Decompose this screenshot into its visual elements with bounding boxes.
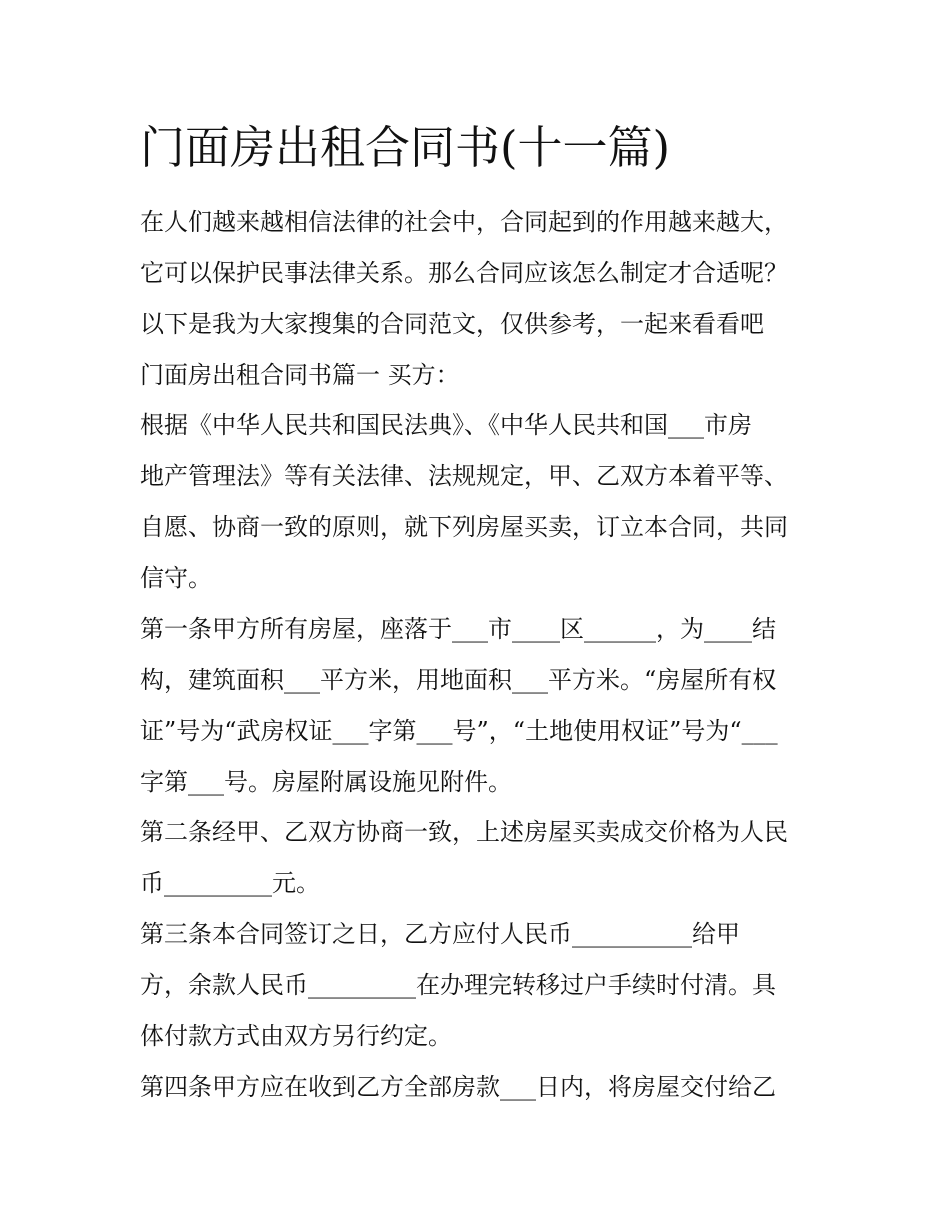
body-line: 在人们越来越相信法律的社会中，合同起到的作用越来越大， bbox=[140, 208, 788, 236]
body-line: 体付款方式由双方另行约定。 bbox=[140, 1022, 452, 1050]
body-line: 币_________元。 bbox=[140, 869, 320, 897]
document-title: 门面房出租合同书(十一篇) bbox=[140, 121, 671, 174]
body-line: 以下是我为大家搜集的合同范文，仅供参考，一起来看看吧 bbox=[140, 310, 764, 338]
body-line: 门面房出租合同书篇一 买方： bbox=[140, 361, 460, 389]
body-line: 自愿、协商一致的原则，就下列房屋买卖，订立本合同，共同 bbox=[140, 513, 788, 541]
body-line: 第二条经甲、乙双方协商一致，上述房屋买卖成交价格为人民 bbox=[140, 818, 788, 846]
body-line: 方，余款人民币_________在办理完转移过户手续时付清。具 bbox=[140, 971, 776, 999]
body-line: 它可以保护民事法律关系。那么合同应该怎么制定才合适呢？ bbox=[140, 259, 788, 287]
body-line: 地产管理法》等有关法律、法规规定，甲、乙双方本着平等、 bbox=[140, 462, 788, 490]
body-line: 构，建筑面积___平方米，用地面积___平方米。“房屋所有权 bbox=[140, 666, 777, 694]
body-line: 第三条本合同签订之日，乙方应付人民币__________给甲 bbox=[140, 920, 740, 948]
body-line: 证”号为“武房权证___字第___号”，“土地使用权证”号为“___ bbox=[140, 717, 778, 745]
body-line: 字第___号。房屋附属设施见附件。 bbox=[140, 768, 512, 796]
body-line: 根据《中华人民共和国民法典》、《中华人民共和国___市房 bbox=[140, 411, 752, 439]
body-line: 信守。 bbox=[140, 564, 212, 592]
body-line: 第一条甲方所有房屋，座落于___市____区______，为____结 bbox=[140, 615, 776, 643]
body-line: 第四条甲方应在收到乙方全部房款___日内，将房屋交付给乙 bbox=[140, 1073, 776, 1101]
